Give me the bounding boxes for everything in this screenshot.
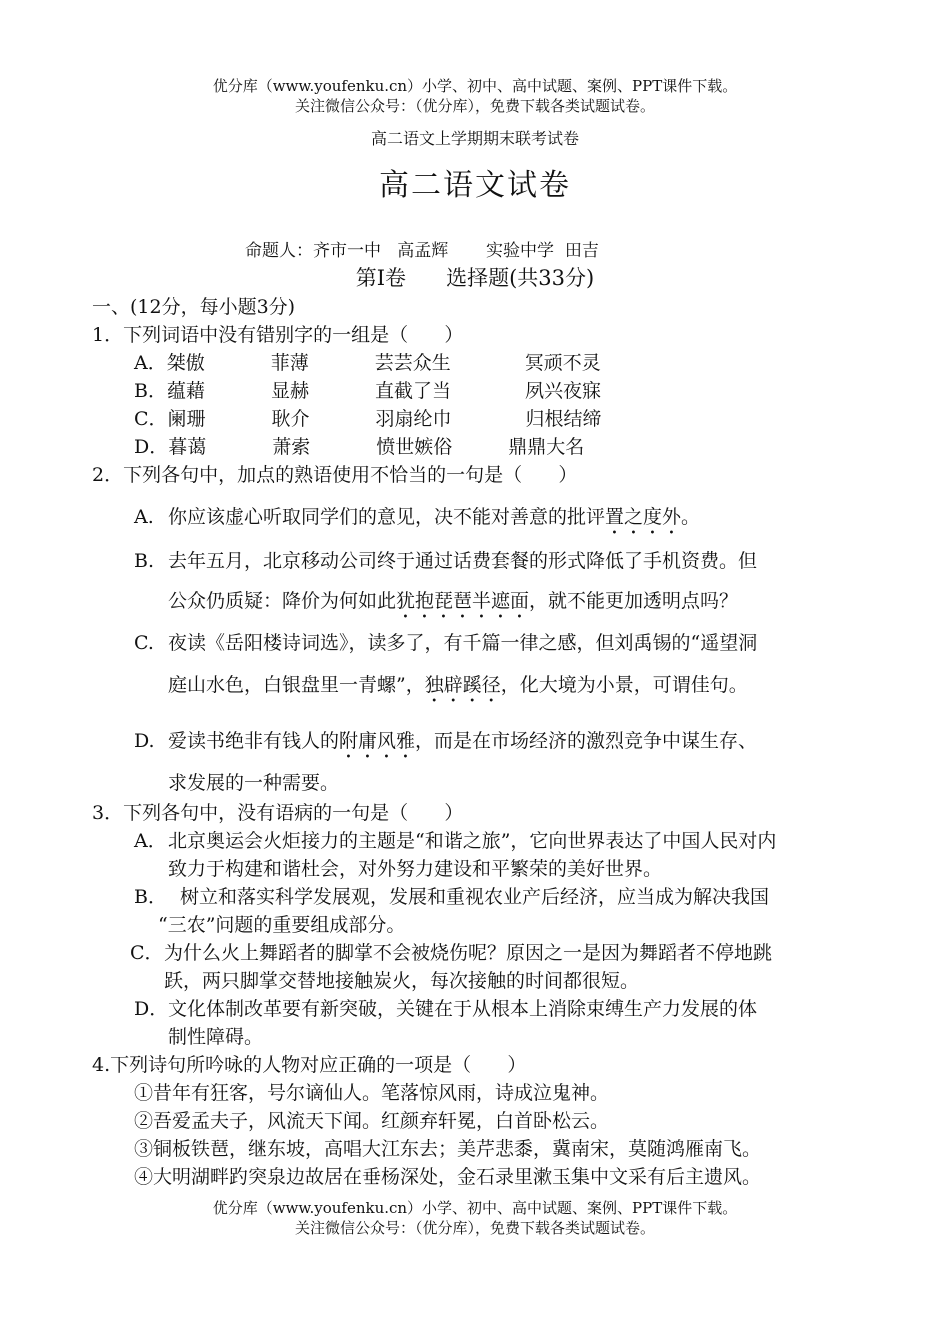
exam-title: 高二语文试卷 <box>379 168 571 203</box>
q3-option-a-line2: 致力于构建和谐杜会，对外努力建设和平繁荣的美好世界。 <box>168 858 663 880</box>
q3-option-a-line1: A．北京奥运会火炬接力的主题是“和谐之旅”，它向世界表达了中国人民对内 <box>134 830 777 852</box>
q4-item-1: ①昔年有狂客，号尔谪仙人。笔落惊风雨，诗成泣鬼神。 <box>134 1082 610 1104</box>
q3-option-c-line1: C．为什么火上舞蹈者的脚掌不会被烧伤呢？原因之一是因为舞蹈者不停地跳 <box>130 942 773 964</box>
q1-option-d: D．暮蔼 萧索 愤世嫉俗 鼎鼎大名 <box>134 436 585 458</box>
exam-subtitle: 高二语文上学期期末联考试卷 <box>370 129 579 148</box>
q3-option-d-line2: 制性障碍。 <box>168 1026 264 1048</box>
q2-c-dotted-idiom: 独辟蹊径 <box>424 674 501 696</box>
q4-item-3: ③铜板铁琶，继东坡，高唱大江东去；美芹悲黍，冀南宋，莫随鸿雁南飞。 <box>134 1138 762 1160</box>
q4-item-2: ②吾爱孟夫子，风流天下闻。红颜弃轩冕，白首卧松云。 <box>134 1110 610 1132</box>
header-line-2: 关注微信公众号：（优分库），免费下载各类试题试卷。 <box>294 97 655 115</box>
q2-a-dotted-idiom: 置之度外 <box>605 506 682 528</box>
section-title: 第Ⅰ卷 选择题(共33分) <box>355 266 595 290</box>
q2-stem: 2．下列各句中，加点的熟语使用不恰当的一句是（ ） <box>92 464 578 486</box>
q2-d-dotted-idiom: 附庸风雅 <box>339 730 416 752</box>
q1-stem: 1．下列词语中没有错别字的一组是（ ） <box>92 324 464 346</box>
q3-stem: 3．下列各句中，没有语病的一句是（ ） <box>92 802 464 824</box>
q2-option-d-line2: 求发展的一种需要。 <box>168 772 340 794</box>
q2-option-a: A. 你应该虚心听取同学们的意见，决不能对善意的批评置之度外。 <box>134 506 701 528</box>
authors-line: 命题人：齐市一中 高孟辉 实验中学 田吉 <box>245 241 599 261</box>
q2-option-c-line2: 庭山水色，白银盘里一青螺”，独辟蹊径，化大境为小景，可谓佳句。 <box>168 674 748 696</box>
q3-option-d-line1: D．文化体制改革要有新突破，关键在于从根本上消除束缚生产力发展的体 <box>134 998 758 1020</box>
q2-option-b-line2: 公众仍质疑：降价为何如此犹抱琵琶半遮面，就不能更加透明点吗？ <box>168 590 739 612</box>
footer-line-1: 优分库（www.youfenku.cn）小学、初中、高中试题、案例、PPT课件下载。 <box>212 1199 738 1217</box>
q4-stem: 4.下列诗句所吟咏的人物对应正确的一项是（ ） <box>92 1054 527 1076</box>
part1-heading: 一、(12分，每小题3分) <box>92 296 296 318</box>
q2-option-c-line1: C. 夜读《岳阳楼诗词选》，读多了，有千篇一律之感，但刘禹锡的“遥望洞 <box>134 632 758 654</box>
q1-option-b: B．蕴藉 显赫 直截了当 夙兴夜寐 <box>134 380 601 402</box>
q2-option-d-line1: D. 爱读书绝非有钱人的附庸风雅，而是在市场经济的激烈竞争中谋生存、 <box>134 730 758 752</box>
q4-item-4: ④大明湖畔趵突泉边故居在垂杨深处，金石录里漱玉集中文采有后主遗风。 <box>134 1166 762 1188</box>
q3-option-b-line2: “三农”问题的重要组成部分。 <box>158 914 406 936</box>
q2-option-b-line1: B. 去年五月，北京移动公司终于通过话费套餐的形式降低了手机资费。但 <box>134 550 758 572</box>
q3-option-c-line2: 跃，两只脚掌交替地接触炭火，每次接触的时间都很短。 <box>164 970 640 992</box>
q2-b-dotted-idiom: 犹抱琵琶半遮面 <box>396 590 530 612</box>
q3-option-b-line1: B． 树立和落实科学发展观，发展和重视农业产后经济，应当成为解决我国 <box>134 886 770 908</box>
q1-option-a: A．桀傲 菲薄 芸芸众生 冥顽不灵 <box>134 352 601 374</box>
header-line-1: 优分库（www.youfenku.cn）小学、初中、高中试题、案例、PPT课件下载。 <box>212 77 738 95</box>
footer-line-2: 关注微信公众号：（优分库），免费下载各类试题试卷。 <box>294 1219 655 1237</box>
q1-option-c: C．阑珊 耿介 羽扇纶巾 归根结缔 <box>134 408 602 430</box>
